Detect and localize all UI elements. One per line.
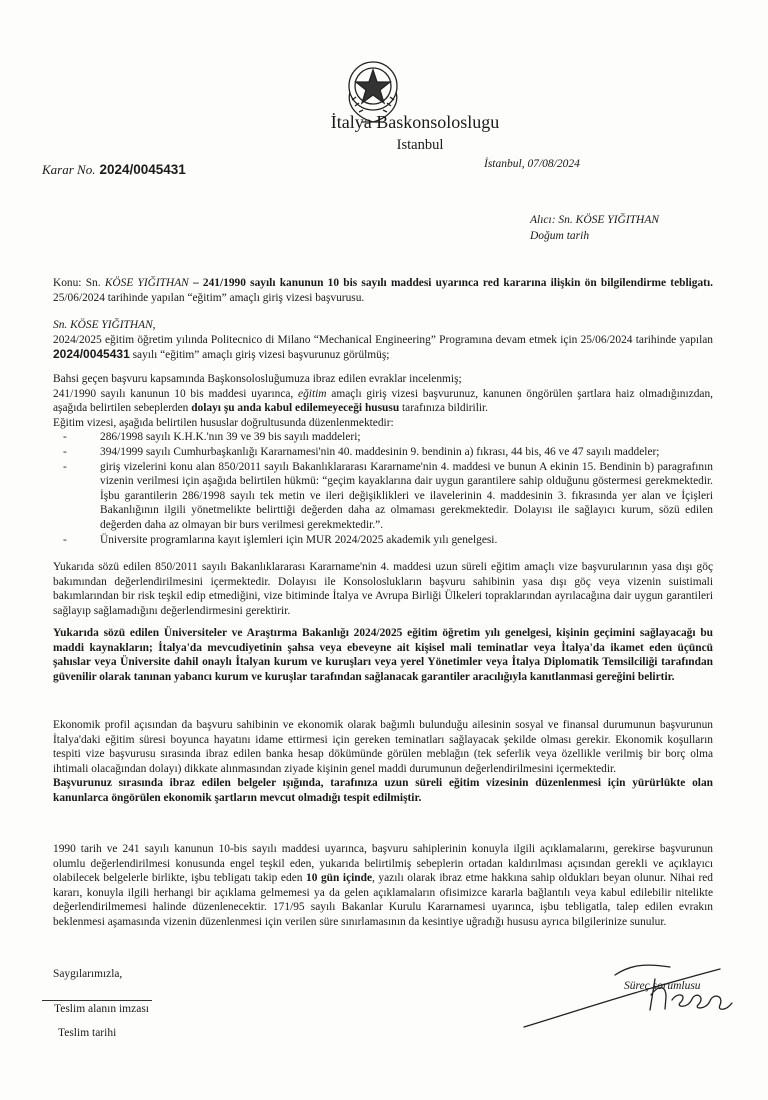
karar-number: Karar No. 2024/0045431 — [42, 162, 186, 177]
closing-greeting: Saygılarımızla, — [53, 968, 123, 980]
list-item: - 394/1999 sayılı Cumhurbaşkanlığı Kararnamesi'nin 40. maddesinin 9. bendinin a) fıkrası, 44 bis, 46 ve 47 sayılı maddeler; — [53, 445, 713, 460]
recipient-block — [530, 212, 659, 244]
process-officer-label: Süreç sorumlusu — [624, 980, 701, 992]
handwritten-signature — [520, 955, 750, 1030]
legal-basis-list — [53, 430, 713, 547]
economic-profile-paragraph: Ekonomik profil açısından da başvuru sahibinin ve ekonomik olarak bağımlı bulunduğu ailesinin sosyal ve finansal durumunun başvurunun İtalya'daki eğitim süresi boyunca hayatını idame ettirmesi için gereken teminatları sağlayacak şekilde olması gerekir. Ekonomik koşulların tespiti vize başvurusu sırasında ibraz edilen banka hesap dökümünde görülen meblağın (tek seferlik veya özellikle verilmiş bir borç olma ihtimali olacağından dolayı) dikkate alınmasından ziyade kişinin genel maddi durumunun değerlendirilmesini içermektedir. Başvurunuz sırasında ibraz edilen belgeler ışığında, tarafınıza uzun süreli eğitim vizesinin düzenlenmesi için yürürlükte olan kanunlarca öngörülen ekonomik şartların mevcut olmadığı tespit edilmiştir. — [53, 719, 713, 804]
evaluation-section: Bahsi geçen başvuru kapsamında Başkonsolosluğumuza ibraz edilen evraklar incelenmiş; 241/1990 sayılı kanunun 10 bis maddesi uyarınca, eğitim amaçlı giriş vizesi başvurunuz, kanunen öngörülen şartlara haiz olmadığınızdan, aşağıda belirtilen sebeplerden dolayı şu anda kabul edilemeyeceği hususu tarafınıza bildirilir. Eğitim vizesi, aşağıda belirtilen hususlar doğrultusunda düzenlenmektedir: - 286/1998 sayılı K.H.K.'nın 39 ve 39 bis sayılı maddeleri; - 394/1999 sayılı Cumhurbaşkanlığı Kararnamesi'nin 40. maddesinin 9. bendinin a) fıkrası, 44 bis, 46 ve 47 sayılı maddeler; - giriş vizelerini konu alan 850/2011 sayılı Bakanlıklararası Kararname'nin 4. maddesi ve bunun A ekinin 15. Bendinin b) paragrafının vizenin verilmesi için aşağıda belirtilen hükmü: “geçim kayaklarına dair uygun garantilere sahip olduğunu göstermesi gerekmektedir. İşbu garantilerin 286/1998 sayılı tek metin ve ileri değişiklikleri ve ilavelerinin 4. maddesinin 3. fıkrasında yer alan ve İçişleri Bakanlığının ilgili yönetmelikte belirttiği değerden daha az olmaması gerekmektedir. Dolayısı ile sağlayıcı kurum, sözü edilen değerden daha az olmayan bir burs verilmesi gerekmektedir.”. - Üniversite programlarına kayıt işlemleri için MUR 2024/2025 akademik yılı genelgesi. — [53, 372, 713, 547]
signature-line — [42, 1000, 152, 1001]
receipt-date-label: Teslim tarihi — [58, 1027, 117, 1039]
consulate-name: İtalya Baskonsoloslugu — [330, 112, 500, 132]
greeting-paragraph: Sn. KÖSE YIĞITHAN, 2024/2025 eğitim öğretim yılında Politecnico di Milano “Mechanical Engineering” Programına devam etmek için 25/06/2024 tarihinde yapılan 2024/0045431 sayılı “eğitim” amaçlı giriş vizesi başvurunuz görülmüş; — [53, 319, 713, 362]
recipient-birthdate: Doğum tarih — [530, 230, 590, 242]
receiver-signature-label: Teslim alanın imzası — [54, 1003, 150, 1015]
rights-paragraph: 1990 tarih ve 241 sayılı kanunun 10-bis sayılı maddesi uyarınca, başvuru sahiplerinin konuyla ilgili açıklamalarını, gerekirse başvurunun olumlu değerlendirilmesi konusunda engel teşkil eden, yukarıda belirtilmiş sebeplerin ortadan kaldırılması açısından gerekli ve açıklayıcı olabilecek belgelerle birlikte, işbu tebligatı takip eden 10 gün içinde, yazılı olarak ibraz etme hakkına sahip oldukları beyan olunur. Nihai red kararı, konuyla ilgili herhangi bir açıklama gelmemesi ya da gelen açıklamaların ofisimizce kararla bağlantılı veya kabul edilebilir nitelikte değerlendirilmemesi halinde düzenlenecektir. 171/95 sayılı Bakanlar Kurulu Kararnamesi uyarınca, işbu tebligatla, talep edilen evrakın beklenmesi aşamasında vizenin düzenlenmesi için verilen süre sınırlamasının da kesintiye uğradığı hususu ayrıca bilgilerinize sunulur. — [53, 843, 713, 928]
subject-paragraph: Konu: Sn. KÖSE YIĞITHAN – 241/1990 sayılı kanunun 10 bis sayılı maddesi uyarınca red kararına ilişkin ön bilgilendirme tebligatı. 25/06/2024 tarihinde yapılan “eğitim” amaçlı giriş vizesi başvurusu. — [53, 277, 713, 304]
migration-risk-paragraph: Yukarıda sözü edilen 850/2011 sayılı Bakanlıklararası Kararname'nin 4. maddesi uzun süreli eğitim amaçlı vize başvurularının yasa dışı göç bakımından değerlendirilmesini içermektedir. Dolayısı ile Konsoloslukların başvuru sahibinin yasa dışı göç veya vizenin suistimali bakımlarından bir risk teşkil edip etmediğini, vize bitiminde İtalya ve Avrupa Birliği Ülkeleri topraklarından ayrılacağına dair uygun garantileri sağlayıp sağlamadığını değerlendirmesini gerektirir. — [53, 561, 713, 617]
ministry-circular-paragraph: Yukarıda sözü edilen Üniversiteler ve Araştırma Bakanlığı 2024/2025 eğitim öğretim yılı genelgesi, kişinin geçimini sağlayacağı bu maddi kaynakların; İtalya'da mevcudiyetinin şahsa veya ebeveyne ait kişisel mali teminatlar veya İtalya'da ikamet eden üçüncü şahıslar veya Üniversite dahil onaylı İtalyan kurum ve kuruşları veya yerel Yönetimler veya İtalya Diplomatik Temsilciliği tarafından güvenilir olarak tanınan yabancı kurum ve kuruşlar tarafından sağlanacak garantiler aracılığıyla kanıtlanmasi gereğini belirtir. — [53, 627, 713, 683]
list-item: - giriş vizelerini konu alan 850/2011 sayılı Bakanlıklararası Kararname'nin 4. maddesi ve bunun A ekinin 15. Bendinin b) paragrafının vizenin verilmesi için aşağıda belirtilen hükmü: “geçim kayaklarına dair uygun garantilere sahip olduğunu göstermesi gerekmektedir. İşbu garantilerin 286/1998 sayılı tek metin ve ileri değişiklikleri ve ilavelerinin 4. maddesinin 3. fıkrasında yer alan ve İçişleri Bakanlığının ilgili yönetmelikte belirttiği değerden daha az olmaması gerekmektedir. Dolayısı ile sağlayıcı kurum, sözü edilen değerden daha az olmayan bir burs verilmesi gerekmektedir.”. — [53, 460, 713, 533]
list-item: - Üniversite programlarına kayıt işlemleri için MUR 2024/2025 akademik yılı genelgesi. — [53, 533, 713, 548]
document-date: İstanbul, 07/08/2024 — [484, 158, 580, 170]
list-item: - 286/1998 sayılı K.H.K.'nın 39 ve 39 bis sayılı maddeleri; — [53, 430, 713, 445]
consulate-city: Istanbul — [396, 137, 444, 153]
recipient-name: Alıcı: Sn. KÖSE YIĞITHAN — [530, 214, 660, 226]
